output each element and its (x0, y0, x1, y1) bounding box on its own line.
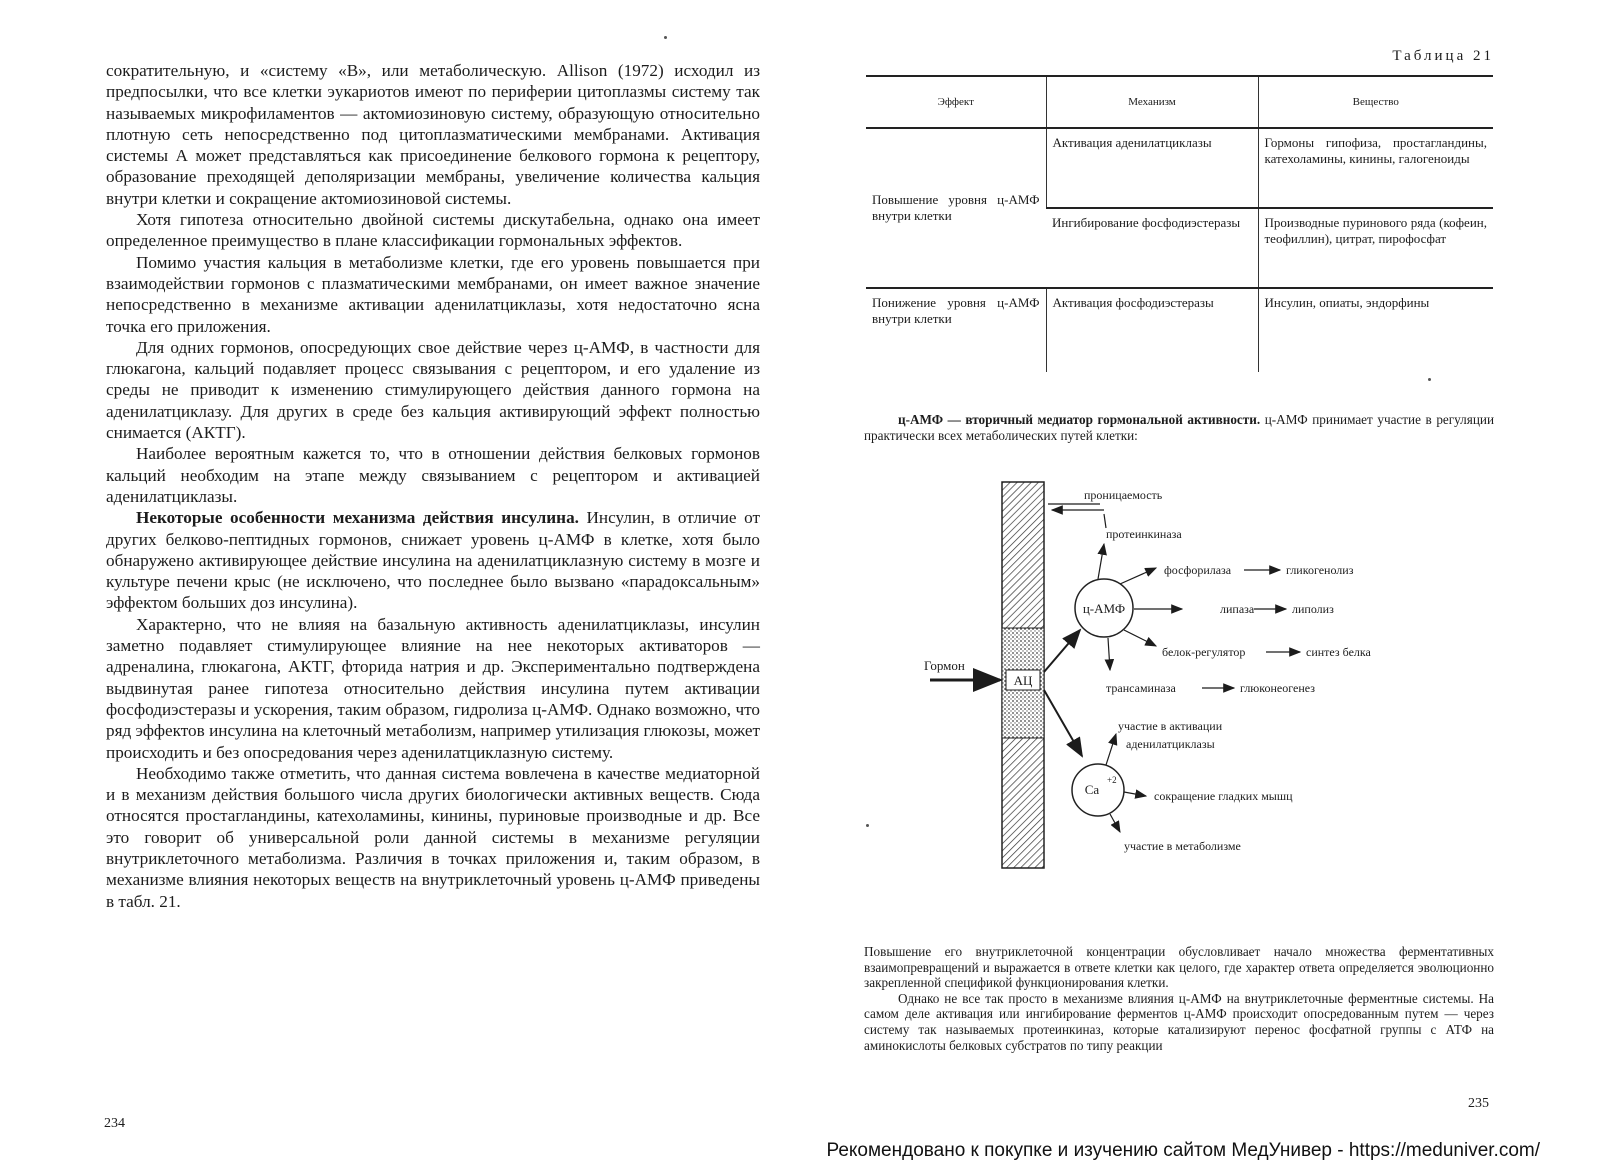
camp-to-regulator-arrow (1124, 630, 1156, 646)
protein-synthesis-label: синтез белка (1306, 645, 1371, 659)
table-header: Механизм (1046, 76, 1258, 128)
paragraph: Наиболее вероятным кажется то, что в отношении действия белковых гормонов кальций необходим на этапе между связыванием с рецептором и активацией аденилатциклазы. (106, 444, 760, 506)
regulator-label: белок-регулятор (1162, 645, 1246, 659)
hormone-label: Гормон (924, 658, 965, 673)
table-cell: Производные пуринового ряда (кофеин, теофиллин), цитрат, пирофосфат (1258, 208, 1493, 288)
lipase-label: липаза (1220, 602, 1255, 616)
table-cell: Инсулин, опиаты, эндорфины (1258, 288, 1493, 372)
table-cell: Гормоны гипофиза, простагландины, катехоламины, кинины, галогеноиды (1258, 128, 1493, 208)
intro-paragraph: ц-АМФ — вторичный медиатор гормональной активности. ц-АМФ принимает участие в регуляции практически всех метаболических путей клетки: (864, 412, 1495, 443)
paragraph: Характерно, что не влияя на базальную активность аденилатциклазы, инсулин заметно подавляет стимулирующее влияние на нее некоторых активаторов — адреналина, глюкагона, АКТГ, фторида натрия и др. Экспериментально подтверждена выдвинутая ранее гипотеза относительно действия инсулина путем активации фосфодиэстеразы и ускорения, таким образом, гидролиза ц-АМФ. Однако возможно, что ряд эффектов инсулина на клеточный метаболизм, например утилизация глюкозы, может происходить и без опосредования через аденилатциклазную систему. (106, 614, 760, 762)
paragraph: сократительную, и «систему «В», или метаболическую. Allison (1972) исходил из предпосылки, что все клетки эукариотов имеют по периферии цитоплазмы систему так называемых микрофиламентов — актомиозиновую систему, образующую относительно плотную сеть непосредственно под цитоплазматическими мембранами. Активация системы А может представляться как присоединение белкового гормона к рецептору, образование преходящей деполяризации мембраны, увеличение количества кальция внутри клетки и сокращение актомиозиновой системы. (106, 61, 760, 208)
ac-label: АЦ (1013, 673, 1033, 688)
scan-speck (866, 824, 869, 827)
glycogenolysis-label: гликогенолиз (1286, 563, 1354, 577)
permeability-label: проницаемость (1084, 488, 1163, 502)
paragraph: Однако не все так просто в механизме влияния ц-АМФ на внутриклеточные ферментные системы. На самом деле активация или ингибирование ферментов ц-АМФ происходит опосредованным путем — через систему так называемых протеинкиназ, которые катализируют перенос фосфатной группы с АТФ на аминокислоты белковых субстратов по типу реакции (864, 990, 1494, 1053)
ca-to-activation-arrow (1106, 734, 1116, 765)
right-page (800, 0, 1600, 1176)
phosphorylase-label: фосфорилаза (1164, 563, 1232, 577)
ac-activation-label-2: аденилатциклазы (1126, 737, 1215, 751)
paragraph: Повышение его внутриклеточной концентрации обусловливает начало множества ферментативных взаимопревращений и выражается в ответе клетки как целого, где характер ответа определяется эволюционно закрепленной спецификой функционирования клетки. (864, 944, 1494, 991)
page-number: 234 (104, 1116, 125, 1131)
right-page-text (864, 944, 1494, 1053)
table-row (866, 128, 1493, 208)
paragraph: Для одних гормонов, опосредующих свое действие через ц-АМФ, в частности для глюкагона, кальций подавляет процесс связывания с рецептором, и его удаление из среды не приводит к изменению стимулирующего действия данного гормона на аденилатциклазу. Для других в среде без кальция активирующий эффект полностью снимается (АКТГ). (106, 337, 760, 443)
table-cell: Ингибирование фосфодиэстеразы (1046, 208, 1258, 288)
section-heading: Некоторые особенности механизма действия инсулина. (136, 508, 579, 528)
ca-to-muscle-arrow (1124, 792, 1146, 796)
footer-recommendation: Рекомендовано к покупке и изучению сайтом МедУнивер - https://meduniver.com/ (826, 1140, 1540, 1161)
paragraph-insulin: Некоторые особенности механизма действия инсулина. Инсулин, в отличие от других белково-пептидных гормонов, снижает уровень ц-АМФ в клетке, хотя было обнаружено активирующее действие инсулина на аденилатциклазную систему в мозге и культуре печени крыс (не исключено, что последнее было вызвано «парадоксальным» эффектом больших доз инсулина). (106, 508, 760, 613)
ca-charge-label: +2 (1107, 775, 1117, 785)
table-21 (866, 75, 1493, 372)
gluconeogenesis-label: глюконеогенез (1240, 681, 1315, 695)
smooth-muscle-label: сокращение гладких мышц (1154, 789, 1293, 803)
table-cell: Активация фосфодиэстеразы (1046, 288, 1258, 372)
left-page-text (106, 60, 760, 912)
paragraph: Помимо участия кальция в метаболизме клетки, где его уровень повышается при взаимодействии гормонов с плазматическими мембранами, он имеет важное значение непосредственно в механизме активации аденилатциклазы, хотя недостаточно ясна точка его приложения. (106, 252, 760, 336)
camp-to-kinase-arrow (1098, 544, 1104, 579)
camp-pathway-diagram (920, 480, 1440, 900)
lipolysis-label: липолиз (1292, 602, 1334, 616)
kinase-stem (1104, 514, 1106, 528)
ca-to-metabolism-arrow (1110, 814, 1120, 832)
ac-to-camp-arrow (1044, 630, 1080, 672)
table-cell: Повышение уровня ц-АМФ внутри клетки (866, 128, 1046, 288)
ac-to-ca-arrow (1044, 690, 1082, 756)
table-row (866, 288, 1493, 372)
metabolism-label: участие в метаболизме (1124, 839, 1241, 853)
protein-kinase-label: протеинкиназа (1106, 527, 1182, 541)
transaminase-label: трансаминаза (1106, 681, 1176, 695)
camp-to-transaminase-arrow (1108, 638, 1110, 670)
table-header: Вещество (1258, 76, 1493, 128)
paragraph: Необходимо также отметить, что данная система вовлечена в качестве медиаторной и в механизм действия большого числа других биологически активных веществ. Сюда относятся простагландины, катехоламины, кинины, пуриновые производные и др. Все это говорит об универсальной роли данной системы в механизме регуляции внутриклеточного метаболизма. Различия в точках приложения и, таким образом, в механизме влияния некоторых веществ на внутриклеточный уровень ц-АМФ приведены в табл. 21. (106, 763, 760, 911)
paragraph: Хотя гипотеза относительно двойной системы дискутабельна, однако она имеет определенное преимущество в плане классификации гормональных эффектов. (106, 210, 760, 251)
table-cell: Активация аденилатциклазы (1046, 128, 1258, 208)
camp-to-phosphorylase-arrow (1120, 568, 1156, 584)
camp-label: ц-АМФ (1082, 601, 1126, 616)
page-number: 235 (1468, 1096, 1489, 1111)
table-header: Эффект (866, 76, 1046, 128)
scan-speck (664, 36, 667, 39)
ac-activation-label-1: участие в активации (1118, 719, 1223, 733)
ca-label: Ca (1084, 782, 1100, 797)
table-header-row (866, 76, 1493, 128)
table-cell: Понижение уровня ц-АМФ внутри клетки (872, 295, 1040, 326)
scan-speck (1428, 378, 1431, 381)
table-title: Таблица 21 (1392, 48, 1494, 64)
